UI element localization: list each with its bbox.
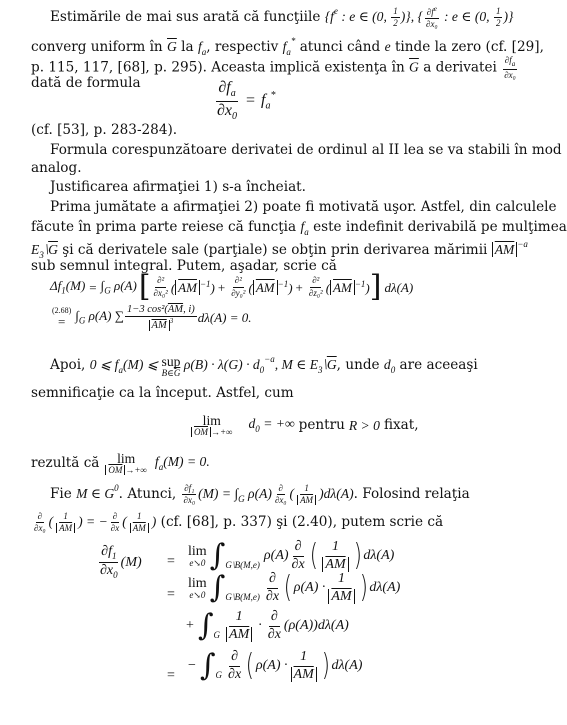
- math-inline: M ∈ $G^0$: [76, 483, 119, 502]
- aligned-equation-row: $\frac{\partial f_1}{\partial x_0}$ (M): [100, 544, 142, 581]
- math-inline: $\frac{\partial}{\text{∂x₀}}$ ( $\frac{1}{AM}$ ) = − $\frac{\partial}{\partial x}$ ( $\frac{1}{AM}$ ): [34, 511, 157, 534]
- text-line: [31, 387, 294, 401]
- paragraph-text: Justificarea afirmaţiei 1) s-a încheiat.: [50, 179, 306, 195]
- paragraph-text: atunci când: [299, 39, 381, 55]
- paragraph-text: . Folosind relaţia: [353, 486, 470, 503]
- lim-operator: lim: [188, 575, 207, 591]
- text-line: rezultă că lim $\overline{OM}$ →+∞ $f_a(M) = 0$.: [31, 451, 210, 475]
- text-line: [50, 355, 478, 378]
- math-inline: $E_3⧵\overline{G}$: [31, 242, 58, 260]
- text-line: [31, 162, 82, 176]
- paragraph-text: fixat,: [383, 416, 419, 433]
- paragraph-text: şi că derivatele sale (parţiale) se obţin prin derivarea mărimii: [62, 242, 488, 258]
- paragraph-text: converg uniform în: [31, 39, 163, 55]
- aligned-equation-row: =: [167, 554, 175, 569]
- paragraph-text: la: [181, 39, 194, 55]
- paragraph-text: Prima jumătate a afirmaţiei 2) poate fi motivată uşor. Astfel, din calculele: [50, 199, 557, 215]
- math-inline: $\overline{G}$: [409, 59, 419, 75]
- aligned-equation-row: + ∫ G $\frac{1}{AM}$ · $\frac{\partial}{\partial x}$ (ρ(A))dλ(A): [186, 608, 349, 644]
- paragraph-text: are aceeaşi: [399, 357, 478, 373]
- lim-operator: lim: [188, 543, 207, 559]
- equation-line: (2.68) = $\int_G$ ρ(A) ∑ $\frac{1-3 \cos^2(\overline{AM}, i)}{\overline{AM} ^3}$ dλ(A) = 0.: [52, 304, 252, 331]
- paragraph-text: . Atunci,: [118, 486, 177, 503]
- aligned-equation-row: − ∫ G $\frac{\partial}{\partial x}$ ( ρ(A) · $\frac{1}{AM}$ ) dλ(A): [188, 648, 363, 684]
- text-line: [31, 512, 443, 534]
- text-line: [50, 201, 557, 215]
- paragraph-text: tinde la zero (cf. [29],: [394, 39, 544, 55]
- display-equation: $\frac{\partial f_a}{\partial x_0}$ = $f_a^*$: [217, 79, 276, 122]
- text-line: [50, 484, 470, 506]
- math-inline: e: [384, 39, 391, 54]
- math-inline: $f_a$: [197, 39, 207, 57]
- text-line: [50, 6, 513, 30]
- lim-operator: lim: [117, 451, 136, 466]
- paragraph-text: Formula corespunzătoare derivatei de ordinul al II lea se va stabili în mod: [50, 142, 562, 158]
- paragraph-text: sub semnul integral. Putem, aşadar, scrie că: [31, 258, 337, 274]
- paragraph-text: , respectiv: [206, 39, 279, 55]
- text-line: [31, 220, 567, 237]
- equation-number: (2.68): [52, 305, 72, 315]
- paragraph-text: a derivatei: [423, 59, 497, 76]
- aligned-equation-row: =: [167, 668, 175, 683]
- lim-operator: lim: [202, 413, 221, 428]
- paragraph-text: Estimările de mai sus arată că funcţiile: [50, 9, 321, 26]
- aligned-equation-row: lim e↘0 ∫ G⧵B(M,e) ρ(A) $\frac{\partial}{\partial x}$ ( $\frac{1}{AM}$ ) dλ(A): [188, 538, 395, 574]
- paragraph-text: pentru: [298, 416, 345, 433]
- aligned-equation-row: lim e↘0 ∫ G⧵B(M,e) $\frac{\partial}{\partial x}$ ( ρ(A) · $\frac{1}{AM}$ ) dλ(A): [188, 570, 401, 606]
- equation-line: $\Delta f_1(M)$ = $\int_G$ ρ(A) [ $\frac{\text{∂²}}{\text{∂x₀²}}$ ( $\overline{AM}$ $^{-1}$) + $\frac{\text{∂²}}{\text{∂y₀²}}$ ( $\overline{AM}$ $^{-1}$) + $\frac{\text{∂²}}{\text{∂z₀²}}$ ( $\overline{AM}$ $^{-1}$) ] dλ(A): [50, 269, 414, 304]
- paragraph-text: făcute în prima parte reiese că funcţia: [31, 219, 297, 235]
- paragraph-text: (cf. [68], p. 337) şi (2.40), putem scrie că: [160, 514, 444, 531]
- paragraph-text: analog.: [31, 160, 82, 176]
- display-equation: lim $\overline{OM}$ →+∞ $d_0$ = +∞ pentru R > 0 fixat,: [191, 414, 419, 437]
- text-line: [50, 181, 306, 195]
- text-line: [31, 77, 141, 91]
- math-inline: $d_0$: [383, 357, 396, 375]
- paragraph-text: p. 115, 117, [68], p. 295). Aceasta implică existenţa în: [31, 59, 405, 76]
- math-inline: 0 ⩽ $f_a(M)$ ⩽ sup $B\in\overline{G}$ $\rho(B) \cdot \lambda(G) \cdot d_0^{-a}$, M ∈ $E_3⧵\overline{G}$: [89, 354, 337, 378]
- math-inline: $\frac{\partial f_a}{\text{∂x₀}}$: [504, 55, 516, 81]
- math-inline: $\overline{AM}$ $^{-a}$: [492, 242, 528, 257]
- paragraph-text: , unde: [336, 357, 380, 373]
- paragraph-text: Apoi,: [50, 357, 86, 373]
- math-inline: $f_a^*$: [282, 36, 296, 57]
- math-inline: $\overline{G}$: [167, 39, 177, 54]
- math-inline: $f_a$: [300, 219, 309, 237]
- paragraph-text: rezultă că: [31, 454, 100, 471]
- paragraph-text: Fie: [50, 486, 72, 503]
- math-inline: {$f^e$ : e ∈ (0, $\frac{1}{2}$ )}, { $\frac{\partial f^e}{\text{∂x₀}}$ : e ∈ (0, $\frac{1}{2}$ )}: [324, 5, 514, 30]
- text-line: [31, 124, 177, 138]
- text-line: [31, 240, 528, 260]
- paragraph-text: este indefinit derivabilă pe mulţimea: [313, 219, 567, 235]
- aligned-equation-row: =: [167, 587, 175, 602]
- paragraph-text: semnificaţie ca la început. Astfel, cum: [31, 385, 294, 401]
- paragraph-text: (cf. [53], p. 283-284).: [31, 122, 178, 138]
- text-line: [50, 144, 562, 158]
- text-line: [31, 37, 544, 57]
- paragraph-text: dată de formula: [31, 75, 141, 91]
- math-inline: $\frac{\text{∂f₁}}{\text{∂x₀}}$ $(M) = \int_G$ ρ(A) $\frac{\partial}{\text{∂x₀}}$ ( $\frac{1}{AM}$ )dλ(A): [183, 483, 354, 506]
